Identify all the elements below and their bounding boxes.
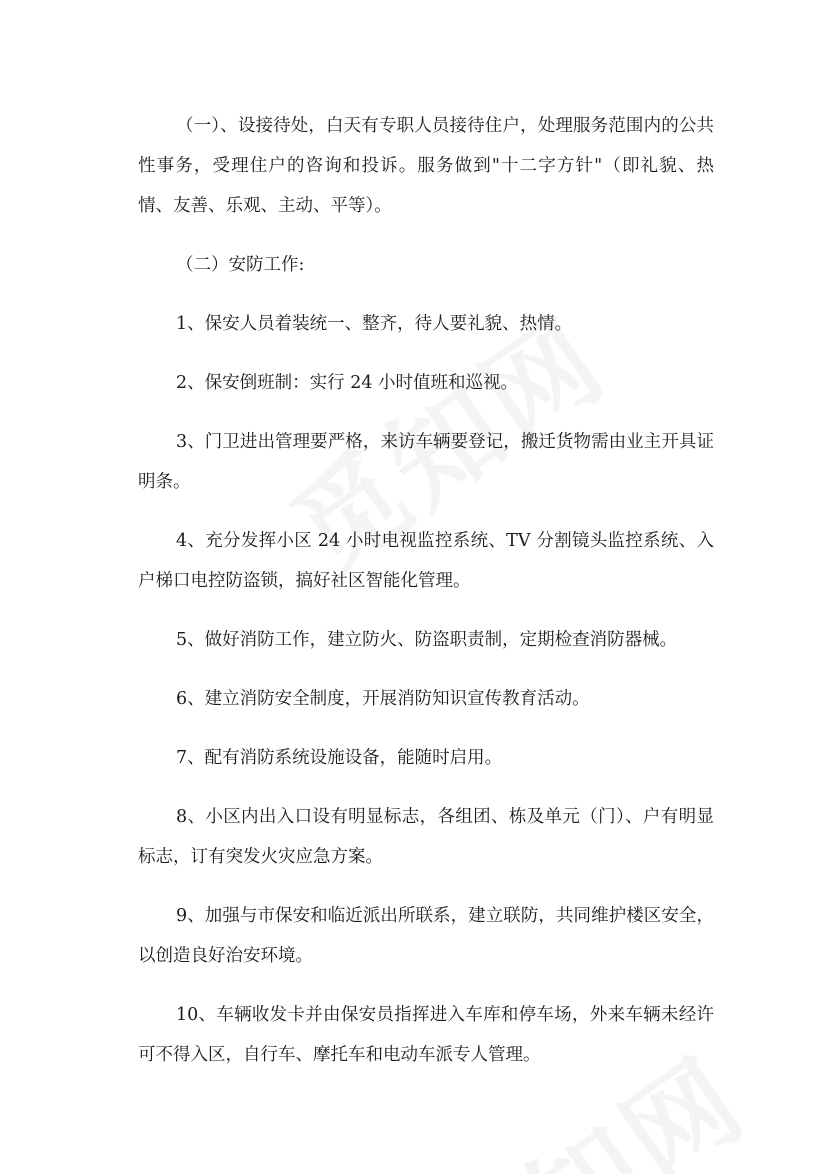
paragraph-intro: （一）、设接待处，白天有专职人员接待住户，处理服务范围内的公共性事务，受理住户的咨询和投诉。服务做到"十二字方针"（即礼貌、热情、友善、乐观、主动、平等）。 (138, 116, 714, 216)
list-item: 8、小区内出入口设有明显标志，各组团、栋及单元（门）、户有明显标志，订有突发火灾应急方案。 (138, 807, 714, 867)
list-item: 6、建立消防安全制度，开展消防知识宣传教育活动。 (176, 689, 590, 709)
list-item: 9、加强与市保安和临近派出所联系，建立联防，共同维护楼区安全，以创造良好治安环境。 (138, 906, 714, 966)
list-item: 2、保安倒班制：实行 24 小时值班和巡视。 (176, 373, 519, 393)
list-item: 10、车辆收发卡并由保安员指挥进入车库和停车场，外来车辆未经许可不得入区，自行车、摩托车和电动车派专人管理。 (138, 1005, 714, 1065)
list-item: 3、门卫进出管理要严格，来访车辆要登记，搬迁货物需由业主开具证明条。 (138, 432, 714, 492)
list-item: 1、保安人员着装统一、整齐，待人要礼貌、热情。 (176, 314, 573, 334)
list-item: 4、充分发挥小区 24 小时电视监控系统、TV 分割镜头监控系统、入户梯口电控防盗锁，搞好社区智能化管理。 (138, 531, 714, 591)
document-body (138, 106, 714, 1094)
section-heading-security: （二）安防工作: (176, 255, 305, 275)
list-item: 5、做好消防工作，建立防火、防盗职责制，定期检查消防器械。 (176, 630, 678, 650)
list-item: 7、配有消防系统设施设备，能随时启用。 (176, 748, 503, 768)
